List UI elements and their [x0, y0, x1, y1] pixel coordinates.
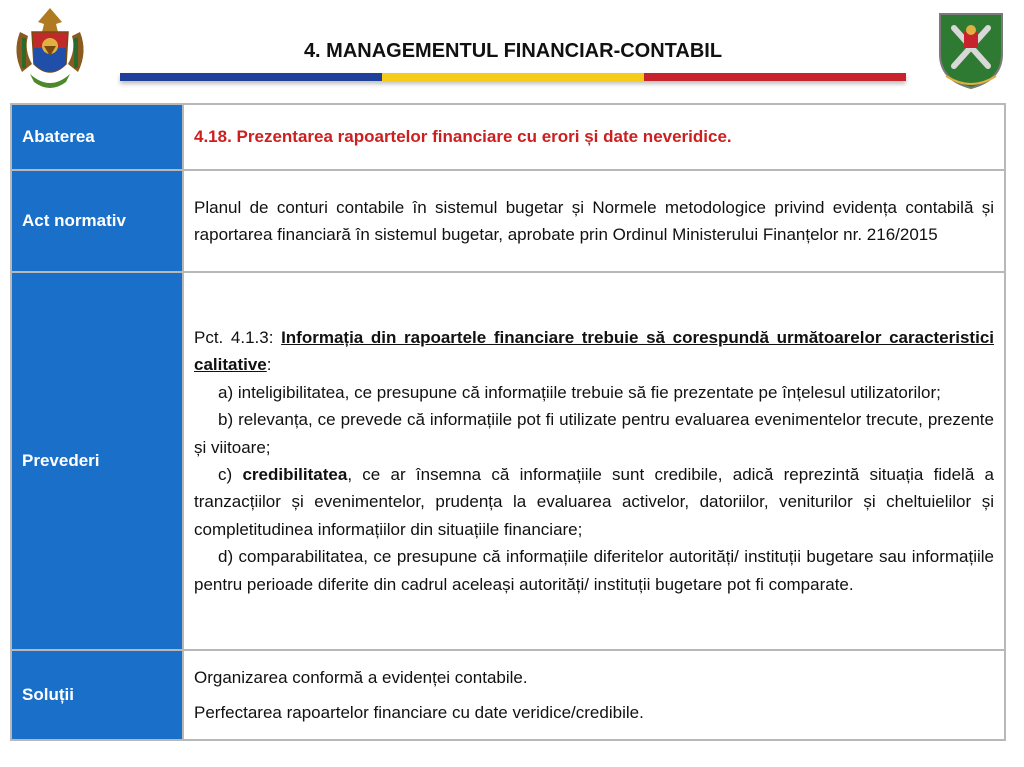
solutii-line-1: Organizarea conformă a evidenței contabile. — [194, 667, 528, 687]
act-normativ-text: Planul de conturi contabile în sistemul bugetar și Normele metodologice privind evidența contabilă și raportarea financiară în sistemul bugetar, aprobate prin Ordinul Ministerului Finanțelor nr. 216/2015 — [183, 170, 1005, 272]
intro-prefix: Pct. 4.1.3: — [194, 327, 282, 347]
abaterea-text: 4.18. Prezentarea rapoartelor financiare cu erori și date neveridice. — [183, 104, 1005, 170]
tricolor-divider — [120, 73, 906, 81]
prevederi-item-a: a) inteligibilitatea, ce presupune că informațiile trebuie să fie prezentate pe înțelesul utilizatorilor; — [218, 382, 941, 402]
item-c-prefix: c) — [218, 465, 243, 484]
row-label-abaterea: Abaterea — [11, 104, 183, 170]
solutii-content — [183, 650, 1005, 740]
table-row — [11, 272, 1005, 650]
row-label-act-normativ: Act normativ — [11, 170, 183, 272]
intro-suffix: : — [266, 355, 272, 375]
prevederi-item-b: b) relevanța, ce prevede că informațiile pot fi utilizate pentru evaluarea evenimentelor trecute, prezente și viitoare; — [194, 410, 994, 457]
row-label-solutii: Soluții — [11, 650, 183, 740]
item-c-rest: , ce ar însemna că informațiile sunt credibile, adică reprezintă situația fidelă a tranzacțiilor și evenimentelor, prudența la evaluarea activelor, datoriilor, veniturilor și cheltuielilor și completitudinea informațiilor din situațiile financiare; — [194, 465, 995, 539]
prevederi-intro — [194, 324, 994, 379]
table-row — [11, 104, 1005, 170]
prevederi-content — [183, 272, 1005, 650]
intro-underlined: Informația din rapoartele financiare trebuie să corespundă următoarelor caracteristici calitative — [194, 327, 994, 375]
page-title: 4. MANAGEMENTUL FINANCIAR-CONTABIL — [303, 40, 723, 62]
solutii-line-2: Perfectarea rapoartelor financiare cu date veridice/credibile. — [194, 703, 644, 722]
table-row — [11, 650, 1005, 740]
deviation-table — [10, 103, 1006, 741]
row-label-prevederi: Prevederi — [11, 272, 183, 650]
prevederi-item-d: d) comparabilitatea, ce presupune că informațiile diferitelor autorități/ instituții bugetare sau informațiile pentru perioade diferite din cadrul aceleași autorități/ instituții bugetare pot fi comparate. — [194, 547, 994, 594]
moldova-coat-of-arms-icon — [8, 2, 92, 96]
table-row — [11, 170, 1005, 272]
prevederi-item-c — [194, 461, 994, 543]
institution-emblem-icon — [936, 10, 1006, 90]
item-c-bold: credibilitatea — [242, 465, 348, 484]
slide-header — [0, 0, 1024, 100]
